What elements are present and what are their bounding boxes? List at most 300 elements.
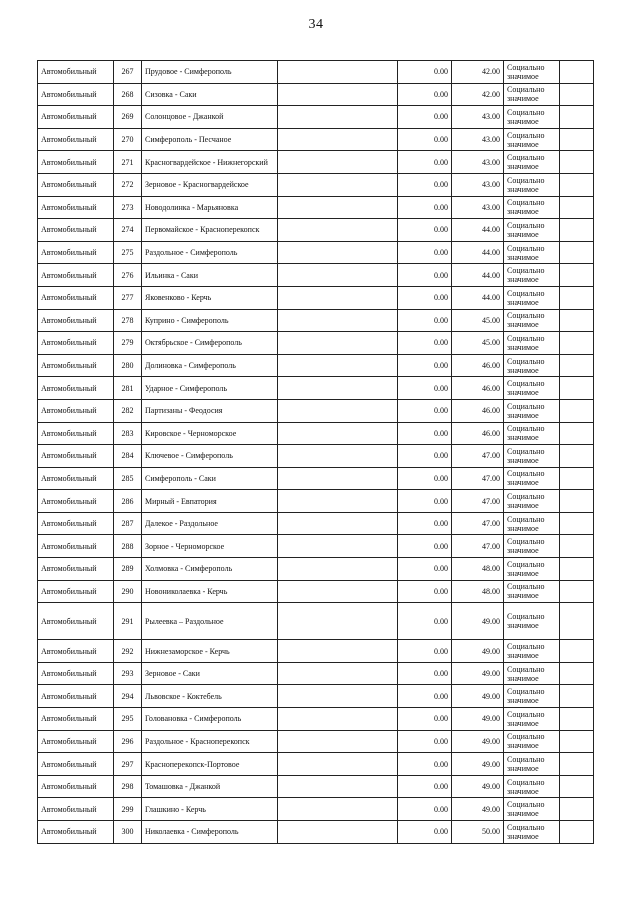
status-cell: Социально значимое xyxy=(504,775,560,798)
status-cell: Социально значимое xyxy=(504,730,560,753)
status-cell: Социально значимое xyxy=(504,490,560,513)
route-type-cell: Автомобильный xyxy=(38,61,114,84)
empty-cell xyxy=(278,775,398,798)
route-type-cell: Автомобильный xyxy=(38,640,114,663)
value-1-cell: 0.00 xyxy=(398,399,452,422)
route-type-cell: Автомобильный xyxy=(38,377,114,400)
empty-cell xyxy=(278,490,398,513)
table-row xyxy=(38,377,594,400)
value-2-cell: 49.00 xyxy=(452,798,504,821)
empty-cell xyxy=(278,558,398,581)
value-1-cell: 0.00 xyxy=(398,558,452,581)
value-1-cell: 0.00 xyxy=(398,775,452,798)
route-type-cell: Автомобильный xyxy=(38,730,114,753)
value-2-cell: 46.00 xyxy=(452,354,504,377)
route-name-cell: Яковенково - Керчь xyxy=(142,286,278,309)
table-row xyxy=(38,821,594,844)
route-type-cell: Автомобильный xyxy=(38,151,114,174)
route-type-cell: Автомобильный xyxy=(38,173,114,196)
route-type-cell: Автомобильный xyxy=(38,286,114,309)
table-row xyxy=(38,106,594,129)
value-2-cell: 49.00 xyxy=(452,730,504,753)
empty-cell xyxy=(278,730,398,753)
route-type-cell: Автомобильный xyxy=(38,685,114,708)
status-cell: Социально значимое xyxy=(504,173,560,196)
note-cell xyxy=(560,377,594,400)
note-cell xyxy=(560,708,594,731)
route-type-cell: Автомобильный xyxy=(38,662,114,685)
note-cell xyxy=(560,445,594,468)
empty-cell xyxy=(278,377,398,400)
route-type-cell: Автомобильный xyxy=(38,467,114,490)
note-cell xyxy=(560,603,594,640)
route-number-cell: 296 xyxy=(114,730,142,753)
empty-cell xyxy=(278,753,398,776)
value-1-cell: 0.00 xyxy=(398,821,452,844)
route-type-cell: Автомобильный xyxy=(38,512,114,535)
value-2-cell: 43.00 xyxy=(452,151,504,174)
value-2-cell: 44.00 xyxy=(452,264,504,287)
status-cell: Социально значимое xyxy=(504,286,560,309)
route-number-cell: 277 xyxy=(114,286,142,309)
note-cell xyxy=(560,422,594,445)
value-1-cell: 0.00 xyxy=(398,708,452,731)
route-number-cell: 289 xyxy=(114,558,142,581)
route-number-cell: 285 xyxy=(114,467,142,490)
empty-cell xyxy=(278,535,398,558)
route-number-cell: 280 xyxy=(114,354,142,377)
note-cell xyxy=(560,798,594,821)
value-1-cell: 0.00 xyxy=(398,640,452,663)
note-cell xyxy=(560,490,594,513)
value-2-cell: 44.00 xyxy=(452,241,504,264)
empty-cell xyxy=(278,151,398,174)
empty-cell xyxy=(278,640,398,663)
route-type-cell: Автомобильный xyxy=(38,264,114,287)
value-1-cell: 0.00 xyxy=(398,264,452,287)
table-row xyxy=(38,467,594,490)
status-cell: Социально значимое xyxy=(504,377,560,400)
route-type-cell: Автомобильный xyxy=(38,309,114,332)
route-number-cell: 283 xyxy=(114,422,142,445)
route-type-cell: Автомобильный xyxy=(38,219,114,242)
route-number-cell: 284 xyxy=(114,445,142,468)
note-cell xyxy=(560,332,594,355)
note-cell xyxy=(560,399,594,422)
route-name-cell: Новодолинка - Марьяновка xyxy=(142,196,278,219)
note-cell xyxy=(560,309,594,332)
value-2-cell: 43.00 xyxy=(452,196,504,219)
status-cell: Социально значимое xyxy=(504,685,560,708)
route-type-cell: Автомобильный xyxy=(38,354,114,377)
route-name-cell: Красногвардейское - Нижнегорский xyxy=(142,151,278,174)
status-cell: Социально значимое xyxy=(504,128,560,151)
route-type-cell: Автомобильный xyxy=(38,445,114,468)
note-cell xyxy=(560,219,594,242)
route-name-cell: Солонцовое - Джанкой xyxy=(142,106,278,129)
note-cell xyxy=(560,662,594,685)
table-row xyxy=(38,309,594,332)
route-name-cell: Долиновка - Симферополь xyxy=(142,354,278,377)
table-row xyxy=(38,61,594,84)
route-type-cell: Автомобильный xyxy=(38,422,114,445)
route-number-cell: 298 xyxy=(114,775,142,798)
value-2-cell: 45.00 xyxy=(452,309,504,332)
status-cell: Социально значимое xyxy=(504,61,560,84)
route-type-cell: Автомобильный xyxy=(38,490,114,513)
value-2-cell: 49.00 xyxy=(452,603,504,640)
empty-cell xyxy=(278,662,398,685)
note-cell xyxy=(560,730,594,753)
routes-table xyxy=(37,60,594,844)
value-2-cell: 44.00 xyxy=(452,219,504,242)
value-1-cell: 0.00 xyxy=(398,309,452,332)
note-cell xyxy=(560,467,594,490)
value-2-cell: 49.00 xyxy=(452,640,504,663)
route-number-cell: 271 xyxy=(114,151,142,174)
table-row xyxy=(38,196,594,219)
status-cell: Социально значимое xyxy=(504,535,560,558)
table-row xyxy=(38,640,594,663)
route-name-cell: Сизовка - Саки xyxy=(142,83,278,106)
table-row xyxy=(38,286,594,309)
route-name-cell: Далекое - Раздольное xyxy=(142,512,278,535)
value-2-cell: 46.00 xyxy=(452,422,504,445)
value-1-cell: 0.00 xyxy=(398,173,452,196)
value-2-cell: 49.00 xyxy=(452,753,504,776)
value-1-cell: 0.00 xyxy=(398,61,452,84)
route-number-cell: 270 xyxy=(114,128,142,151)
route-name-cell: Симферополь - Саки xyxy=(142,467,278,490)
value-2-cell: 48.00 xyxy=(452,558,504,581)
note-cell xyxy=(560,580,594,603)
page-number: 34 xyxy=(308,17,324,32)
value-1-cell: 0.00 xyxy=(398,580,452,603)
table-row xyxy=(38,445,594,468)
note-cell xyxy=(560,286,594,309)
empty-cell xyxy=(278,83,398,106)
route-type-cell: Автомобильный xyxy=(38,106,114,129)
route-type-cell: Автомобильный xyxy=(38,399,114,422)
table-row xyxy=(38,151,594,174)
value-1-cell: 0.00 xyxy=(398,377,452,400)
status-cell: Социально значимое xyxy=(504,399,560,422)
route-name-cell: Глашкино - Керчь xyxy=(142,798,278,821)
note-cell xyxy=(560,640,594,663)
route-type-cell: Автомобильный xyxy=(38,798,114,821)
route-type-cell: Автомобильный xyxy=(38,753,114,776)
route-name-cell: Головановка - Симферополь xyxy=(142,708,278,731)
table-row xyxy=(38,399,594,422)
note-cell xyxy=(560,775,594,798)
value-2-cell: 47.00 xyxy=(452,445,504,468)
value-2-cell: 50.00 xyxy=(452,821,504,844)
empty-cell xyxy=(278,821,398,844)
status-cell: Социально значимое xyxy=(504,512,560,535)
route-number-cell: 294 xyxy=(114,685,142,708)
table-row xyxy=(38,580,594,603)
table-row xyxy=(38,535,594,558)
value-1-cell: 0.00 xyxy=(398,490,452,513)
route-name-cell: Раздольное - Симферополь xyxy=(142,241,278,264)
value-2-cell: 44.00 xyxy=(452,286,504,309)
value-2-cell: 42.00 xyxy=(452,83,504,106)
table-row xyxy=(38,332,594,355)
route-type-cell: Автомобильный xyxy=(38,603,114,640)
route-name-cell: Новониколаевка - Керчь xyxy=(142,580,278,603)
status-cell: Социально значимое xyxy=(504,219,560,242)
status-cell: Социально значимое xyxy=(504,83,560,106)
status-cell: Социально значимое xyxy=(504,106,560,129)
note-cell xyxy=(560,558,594,581)
route-name-cell: Октябрьское - Симферополь xyxy=(142,332,278,355)
value-1-cell: 0.00 xyxy=(398,467,452,490)
value-1-cell: 0.00 xyxy=(398,128,452,151)
value-2-cell: 49.00 xyxy=(452,708,504,731)
route-number-cell: 295 xyxy=(114,708,142,731)
route-type-cell: Автомобильный xyxy=(38,708,114,731)
empty-cell xyxy=(278,354,398,377)
status-cell: Социально значимое xyxy=(504,580,560,603)
empty-cell xyxy=(278,241,398,264)
route-number-cell: 299 xyxy=(114,798,142,821)
route-number-cell: 290 xyxy=(114,580,142,603)
value-2-cell: 46.00 xyxy=(452,399,504,422)
empty-cell xyxy=(278,309,398,332)
value-1-cell: 0.00 xyxy=(398,151,452,174)
route-number-cell: 287 xyxy=(114,512,142,535)
value-1-cell: 0.00 xyxy=(398,241,452,264)
route-number-cell: 291 xyxy=(114,603,142,640)
value-1-cell: 0.00 xyxy=(398,753,452,776)
note-cell xyxy=(560,685,594,708)
note-cell xyxy=(560,128,594,151)
status-cell: Социально значимое xyxy=(504,196,560,219)
status-cell: Социально значимое xyxy=(504,422,560,445)
status-cell: Социально значимое xyxy=(504,332,560,355)
route-number-cell: 293 xyxy=(114,662,142,685)
route-number-cell: 269 xyxy=(114,106,142,129)
value-1-cell: 0.00 xyxy=(398,196,452,219)
note-cell xyxy=(560,512,594,535)
empty-cell xyxy=(278,61,398,84)
status-cell: Социально значимое xyxy=(504,151,560,174)
table-row xyxy=(38,558,594,581)
table-row xyxy=(38,264,594,287)
status-cell: Социально значимое xyxy=(504,354,560,377)
empty-cell xyxy=(278,580,398,603)
route-number-cell: 272 xyxy=(114,173,142,196)
route-name-cell: Кировское - Черноморское xyxy=(142,422,278,445)
empty-cell xyxy=(278,603,398,640)
route-number-cell: 279 xyxy=(114,332,142,355)
route-number-cell: 292 xyxy=(114,640,142,663)
route-type-cell: Автомобильный xyxy=(38,332,114,355)
route-name-cell: Куприно - Симферополь xyxy=(142,309,278,332)
value-1-cell: 0.00 xyxy=(398,332,452,355)
status-cell: Социально значимое xyxy=(504,753,560,776)
route-number-cell: 268 xyxy=(114,83,142,106)
table-row xyxy=(38,241,594,264)
table-row xyxy=(38,662,594,685)
route-type-cell: Автомобильный xyxy=(38,196,114,219)
status-cell: Социально значимое xyxy=(504,241,560,264)
table-row xyxy=(38,512,594,535)
value-1-cell: 0.00 xyxy=(398,535,452,558)
route-name-cell: Николаевка - Симферополь xyxy=(142,821,278,844)
value-2-cell: 43.00 xyxy=(452,106,504,129)
route-name-cell: Львовское - Коктебель xyxy=(142,685,278,708)
empty-cell xyxy=(278,128,398,151)
value-1-cell: 0.00 xyxy=(398,512,452,535)
note-cell xyxy=(560,61,594,84)
route-number-cell: 267 xyxy=(114,61,142,84)
value-2-cell: 49.00 xyxy=(452,775,504,798)
route-name-cell: Партизаны - Феодосия xyxy=(142,399,278,422)
note-cell xyxy=(560,535,594,558)
route-name-cell: Томашовка - Джанкой xyxy=(142,775,278,798)
value-2-cell: 49.00 xyxy=(452,685,504,708)
route-number-cell: 276 xyxy=(114,264,142,287)
value-1-cell: 0.00 xyxy=(398,685,452,708)
value-1-cell: 0.00 xyxy=(398,798,452,821)
empty-cell xyxy=(278,422,398,445)
value-1-cell: 0.00 xyxy=(398,286,452,309)
route-type-cell: Автомобильный xyxy=(38,775,114,798)
route-number-cell: 273 xyxy=(114,196,142,219)
note-cell xyxy=(560,106,594,129)
table-row xyxy=(38,753,594,776)
status-cell: Социально значимое xyxy=(504,798,560,821)
table-row xyxy=(38,83,594,106)
route-name-cell: Раздольное - Красноперекопск xyxy=(142,730,278,753)
routes-table-body xyxy=(38,61,594,844)
empty-cell xyxy=(278,512,398,535)
route-name-cell: Нижнезаморское - Керчь xyxy=(142,640,278,663)
status-cell: Социально значимое xyxy=(504,558,560,581)
table-row xyxy=(38,730,594,753)
route-number-cell: 288 xyxy=(114,535,142,558)
empty-cell xyxy=(278,286,398,309)
route-name-cell: Первомайское - Красноперекопск xyxy=(142,219,278,242)
value-1-cell: 0.00 xyxy=(398,662,452,685)
value-2-cell: 43.00 xyxy=(452,128,504,151)
table-row xyxy=(38,798,594,821)
route-name-cell: Зорнoe - Черноморское xyxy=(142,535,278,558)
note-cell xyxy=(560,151,594,174)
route-type-cell: Автомобильный xyxy=(38,558,114,581)
value-1-cell: 0.00 xyxy=(398,603,452,640)
route-type-cell: Автомобильный xyxy=(38,821,114,844)
route-name-cell: Рылеевка – Раздольное xyxy=(142,603,278,640)
empty-cell xyxy=(278,196,398,219)
status-cell: Социально значимое xyxy=(504,603,560,640)
status-cell: Социально значимое xyxy=(504,309,560,332)
value-2-cell: 45.00 xyxy=(452,332,504,355)
empty-cell xyxy=(278,467,398,490)
route-number-cell: 281 xyxy=(114,377,142,400)
route-name-cell: Красноперекопск-Портовое xyxy=(142,753,278,776)
route-number-cell: 275 xyxy=(114,241,142,264)
table-row xyxy=(38,490,594,513)
value-2-cell: 43.00 xyxy=(452,173,504,196)
empty-cell xyxy=(278,399,398,422)
value-1-cell: 0.00 xyxy=(398,730,452,753)
status-cell: Социально значимое xyxy=(504,264,560,287)
route-name-cell: Мирный - Евпатория xyxy=(142,490,278,513)
route-number-cell: 282 xyxy=(114,399,142,422)
route-type-cell: Автомобильный xyxy=(38,83,114,106)
note-cell xyxy=(560,173,594,196)
value-2-cell: 46.00 xyxy=(452,377,504,400)
status-cell: Социально значимое xyxy=(504,708,560,731)
table-row xyxy=(38,354,594,377)
note-cell xyxy=(560,354,594,377)
table-row xyxy=(38,173,594,196)
route-number-cell: 274 xyxy=(114,219,142,242)
empty-cell xyxy=(278,685,398,708)
empty-cell xyxy=(278,264,398,287)
value-1-cell: 0.00 xyxy=(398,422,452,445)
empty-cell xyxy=(278,219,398,242)
empty-cell xyxy=(278,798,398,821)
note-cell xyxy=(560,821,594,844)
empty-cell xyxy=(278,332,398,355)
route-type-cell: Автомобильный xyxy=(38,241,114,264)
value-1-cell: 0.00 xyxy=(398,83,452,106)
table-row xyxy=(38,685,594,708)
empty-cell xyxy=(278,708,398,731)
route-name-cell: Зерновое - Саки xyxy=(142,662,278,685)
route-name-cell: Ключевое - Симферополь xyxy=(142,445,278,468)
table-row xyxy=(38,708,594,731)
value-2-cell: 47.00 xyxy=(452,467,504,490)
table-row xyxy=(38,422,594,445)
note-cell xyxy=(560,241,594,264)
table-row xyxy=(38,128,594,151)
note-cell xyxy=(560,753,594,776)
status-cell: Социально значимое xyxy=(504,640,560,663)
route-number-cell: 286 xyxy=(114,490,142,513)
note-cell xyxy=(560,196,594,219)
value-2-cell: 47.00 xyxy=(452,490,504,513)
value-2-cell: 49.00 xyxy=(452,662,504,685)
route-type-cell: Автомобильный xyxy=(38,128,114,151)
note-cell xyxy=(560,83,594,106)
route-type-cell: Автомобильный xyxy=(38,580,114,603)
table-row xyxy=(38,603,594,640)
route-name-cell: Ильинка - Саки xyxy=(142,264,278,287)
table-row xyxy=(38,775,594,798)
empty-cell xyxy=(278,445,398,468)
status-cell: Социально значимое xyxy=(504,445,560,468)
value-1-cell: 0.00 xyxy=(398,106,452,129)
empty-cell xyxy=(278,173,398,196)
route-name-cell: Ударное - Симферополь xyxy=(142,377,278,400)
table-row xyxy=(38,219,594,242)
status-cell: Социально значимое xyxy=(504,467,560,490)
value-2-cell: 48.00 xyxy=(452,580,504,603)
route-number-cell: 278 xyxy=(114,309,142,332)
route-name-cell: Холмовка - Симферополь xyxy=(142,558,278,581)
empty-cell xyxy=(278,106,398,129)
route-name-cell: Зерновое - Красногвардейское xyxy=(142,173,278,196)
route-type-cell: Автомобильный xyxy=(38,535,114,558)
route-number-cell: 300 xyxy=(114,821,142,844)
route-name-cell: Прудовое - Симферополь xyxy=(142,61,278,84)
value-2-cell: 47.00 xyxy=(452,535,504,558)
route-number-cell: 297 xyxy=(114,753,142,776)
